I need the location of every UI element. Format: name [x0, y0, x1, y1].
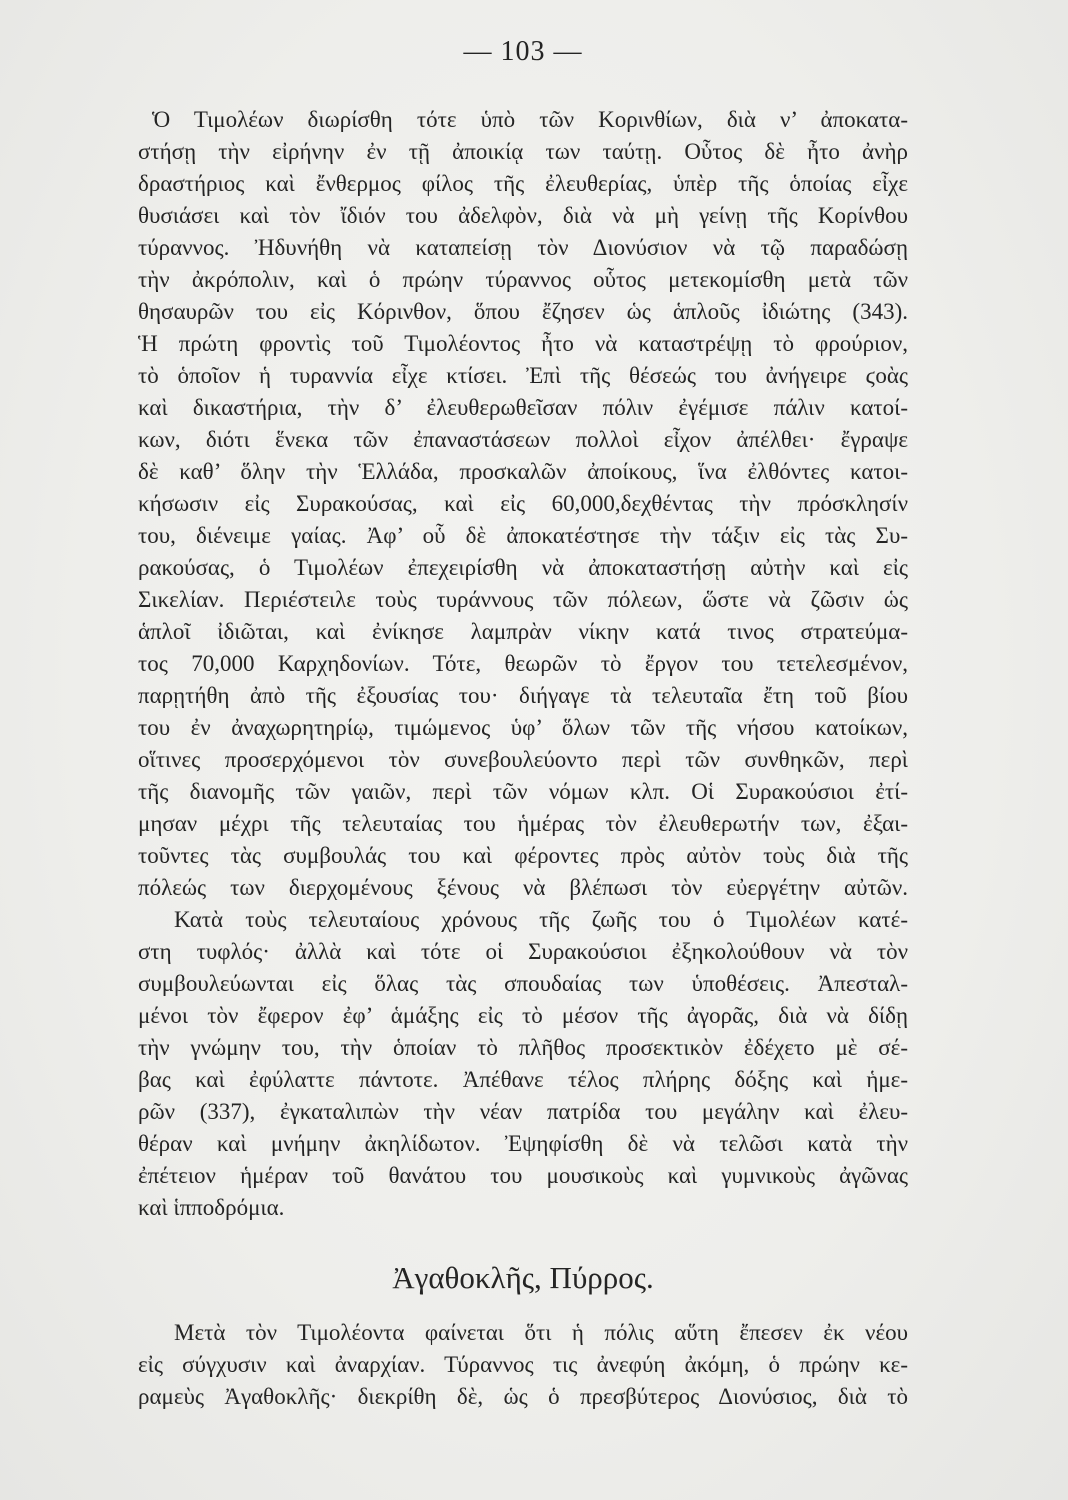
text-line: κων, διότι ἕνεκα τῶν ἐπαναστάσεων πολλοὶ εἶχον ἀπέλθει· ἔγραψε [138, 427, 908, 452]
text-line: ρακούσας, ὁ Τιμολέων ἐπεχειρίσθη νὰ ἀποκαταστήσῃ αὐτὴν καὶ εἰς [138, 555, 908, 580]
paragraph-2 [138, 904, 908, 1224]
text-line: ἁπλοῖ ἰδιῶται, καὶ ἐνίκησε λαμπρὰν νίκην κατά τινος στρατεύμα- [138, 619, 908, 644]
text-line: δραστήριος καὶ ἔνθερμος φίλος τῆς ἐλευθερίας, ὑπὲρ τῆς ὁποίας εἶχε [138, 171, 908, 196]
text-line: τῆς διανομῆς τῶν γαιῶν, περὶ τῶν νόμων κλπ. Οἱ Συρακούσιοι ἐτί- [138, 779, 908, 804]
main-text [138, 104, 908, 1224]
text-line: τὸ ὁποῖον ἡ τυραννία εἶχε κτίσει. Ἐπὶ τῆς θέσεώς του ἀνήγειρε ϛοὰς [138, 363, 908, 388]
text-line: θέραν καὶ μνήμην ἀκηλίδωτον. Ἐψηφίσθη δὲ νὰ τελῶσι κατὰ τὴν [138, 1131, 908, 1156]
page-number: — 103 — [463, 36, 583, 67]
text-line: Κατὰ τοὺς τελευταίους χρόνους τῆς ζωῆς του ὁ Τιμολέων κατέ- [174, 907, 908, 932]
text-line: μένοι τὸν ἔφερον ἐφ’ ἁμάξης εἰς τὸ μέσον τῆς ἀγορᾶς, διὰ νὰ δίδῃ [138, 1003, 908, 1028]
text-line: τύραννος. Ἠδυνήθη νὰ καταπείσῃ τὸν Διονύσιον νὰ τῷ παραδώσῃ [138, 235, 908, 260]
text-line: τοῦντες τὰς συμβουλάς του καὶ φέροντες πρὸς αὐτὸν τοὺς διὰ τῆς [138, 843, 908, 868]
text-line: οἵτινες προσερχόμενοι τὸν συνεβουλεύοντο περὶ τῶν συνθηκῶν, περὶ [138, 747, 908, 772]
text-line: στήσῃ τὴν εἰρήνην ἐν τῇ ἀποικίᾳ των ταύτῃ. Οὗτος δὲ ἦτο ἀνὴρ [138, 139, 908, 164]
text-line: καὶ δικαστήρια, τὴν δ’ ἐλευθερωθεῖσαν πόλιν ἐγέμισε πάλιν κατοί- [138, 395, 908, 420]
text-line: τὴν ἀκρόπολιν, καὶ ὁ πρώην τύραννος οὗτος μετεκομίσθη μετὰ τῶν [138, 267, 908, 292]
text-line: θυσιάσει καὶ τὸν ἴδιόν του ἀδελφὸν, διὰ νὰ μὴ γείνῃ τῆς Κορίνθου [138, 203, 908, 228]
text-line: τος 70,000 Καρχηδονίων. Τότε, θεωρῶν τὸ ἔργον του τετελεσμένον, [138, 651, 908, 676]
text-line: τὴν γνώμην του, τὴν ὁποίαν τὸ πλῆθος προσεκτικὸν ἐδέχετο μὲ σέ- [138, 1035, 908, 1060]
text-line: Ἡ πρώτη φροντὶς τοῦ Τιμολέοντος ἦτο νὰ καταστρέψῃ τὸ φρούριον, [138, 331, 908, 356]
paragraph-3 [138, 1317, 908, 1413]
text-line: Ὁ Τιμολέων διωρίσθη τότε ὑπὸ τῶν Κορινθίων, διὰ ν’ ἀποκατα- [152, 107, 908, 132]
text-line: καὶ ἱπποδρόμια. [138, 1195, 285, 1220]
text-line: ρῶν (337), ἐγκαταλιπὼν τὴν νέαν πατρίδα του μεγάλην καὶ ἐλευ- [138, 1099, 908, 1124]
text-line: εἰς σύγχυσιν καὶ ἀναρχίαν. Τύραννος τις ἀνεφύη ἀκόμη, ὁ πρώην κε- [138, 1352, 908, 1377]
section-heading: Ἀγαθοκλῆς, Πύρρος. [392, 1260, 654, 1295]
text-line: ραμεὺς Ἀγαθοκλῆς· διεκρίθη δὲ, ὡς ὁ πρεσβύτερος Διονύσιος, διὰ τὸ [138, 1384, 908, 1409]
text-line: βας καὶ ἐφύλαττε πάντοτε. Ἀπέθανε τέλος πλήρης δόξης καὶ ἡμε- [138, 1067, 908, 1092]
text-line: του ἐν ἀναχωρητηρίῳ, τιμώμενος ὑφ’ ὅλων τῶν τῆς νήσου κατοίκων, [138, 715, 908, 740]
text-line: συμβουλεύωνται εἰς ὅλας τὰς σπουδαίας των ὑποθέσεις. Ἀπεσταλ- [138, 971, 908, 996]
text-line: στη τυφλός· ἀλλὰ καὶ τότε οἱ Συρακούσιοι ἐξηκολούθουν νὰ τὸν [138, 939, 908, 964]
text-line: ἐπέτειον ἡμέραν τοῦ θανάτου του μουσικοὺς καὶ γυμνικοὺς ἀγῶνας [138, 1163, 908, 1188]
text-line: Σικελίαν. Περιέστειλε τοὺς τυράννους τῶν πόλεων, ὥστε νὰ ζῶσιν ὡς [138, 587, 908, 612]
text-line: Μετὰ τὸν Τιμολέοντα φαίνεται ὅτι ἡ πόλις αὕτη ἔπεσεν ἐκ νέου [174, 1320, 908, 1345]
paragraph-1 [138, 104, 908, 904]
text-line: θησαυρῶν του εἰς Κόρινθον, ὅπου ἔζησεν ὡς ἁπλοῦς ἰδιώτης (343). [138, 299, 908, 324]
text-line: του, διένειμε γαίας. Ἀφ’ οὗ δὲ ἀποκατέστησε τὴν τάξιν εἰς τὰς Συ- [138, 523, 908, 548]
text-line: παρῃτήθη ἀπὸ τῆς ἐξουσίας του· διήγαγε τὰ τελευταῖα ἔτη τοῦ βίου [138, 683, 908, 708]
text-line: δὲ καθ’ ὅλην τὴν Ἑλλάδα, προσκαλῶν ἀποίκους, ἵνα ἐλθόντες κατοι- [138, 459, 908, 484]
text-line: πόλεώς των διερχομένους ξένους νὰ βλέπωσι τὸν εὐεργέτην αὐτῶν. [138, 875, 908, 900]
text-line: κήσωσιν εἰς Συρακούσας, καὶ εἰς 60,000,δεχθέντας τὴν πρόσκλησίν [138, 491, 908, 516]
text-line: μησαν μέχρι τῆς τελευταίας του ἡμέρας τὸν ἐλευθερωτήν των, ἐξαι- [138, 811, 908, 836]
